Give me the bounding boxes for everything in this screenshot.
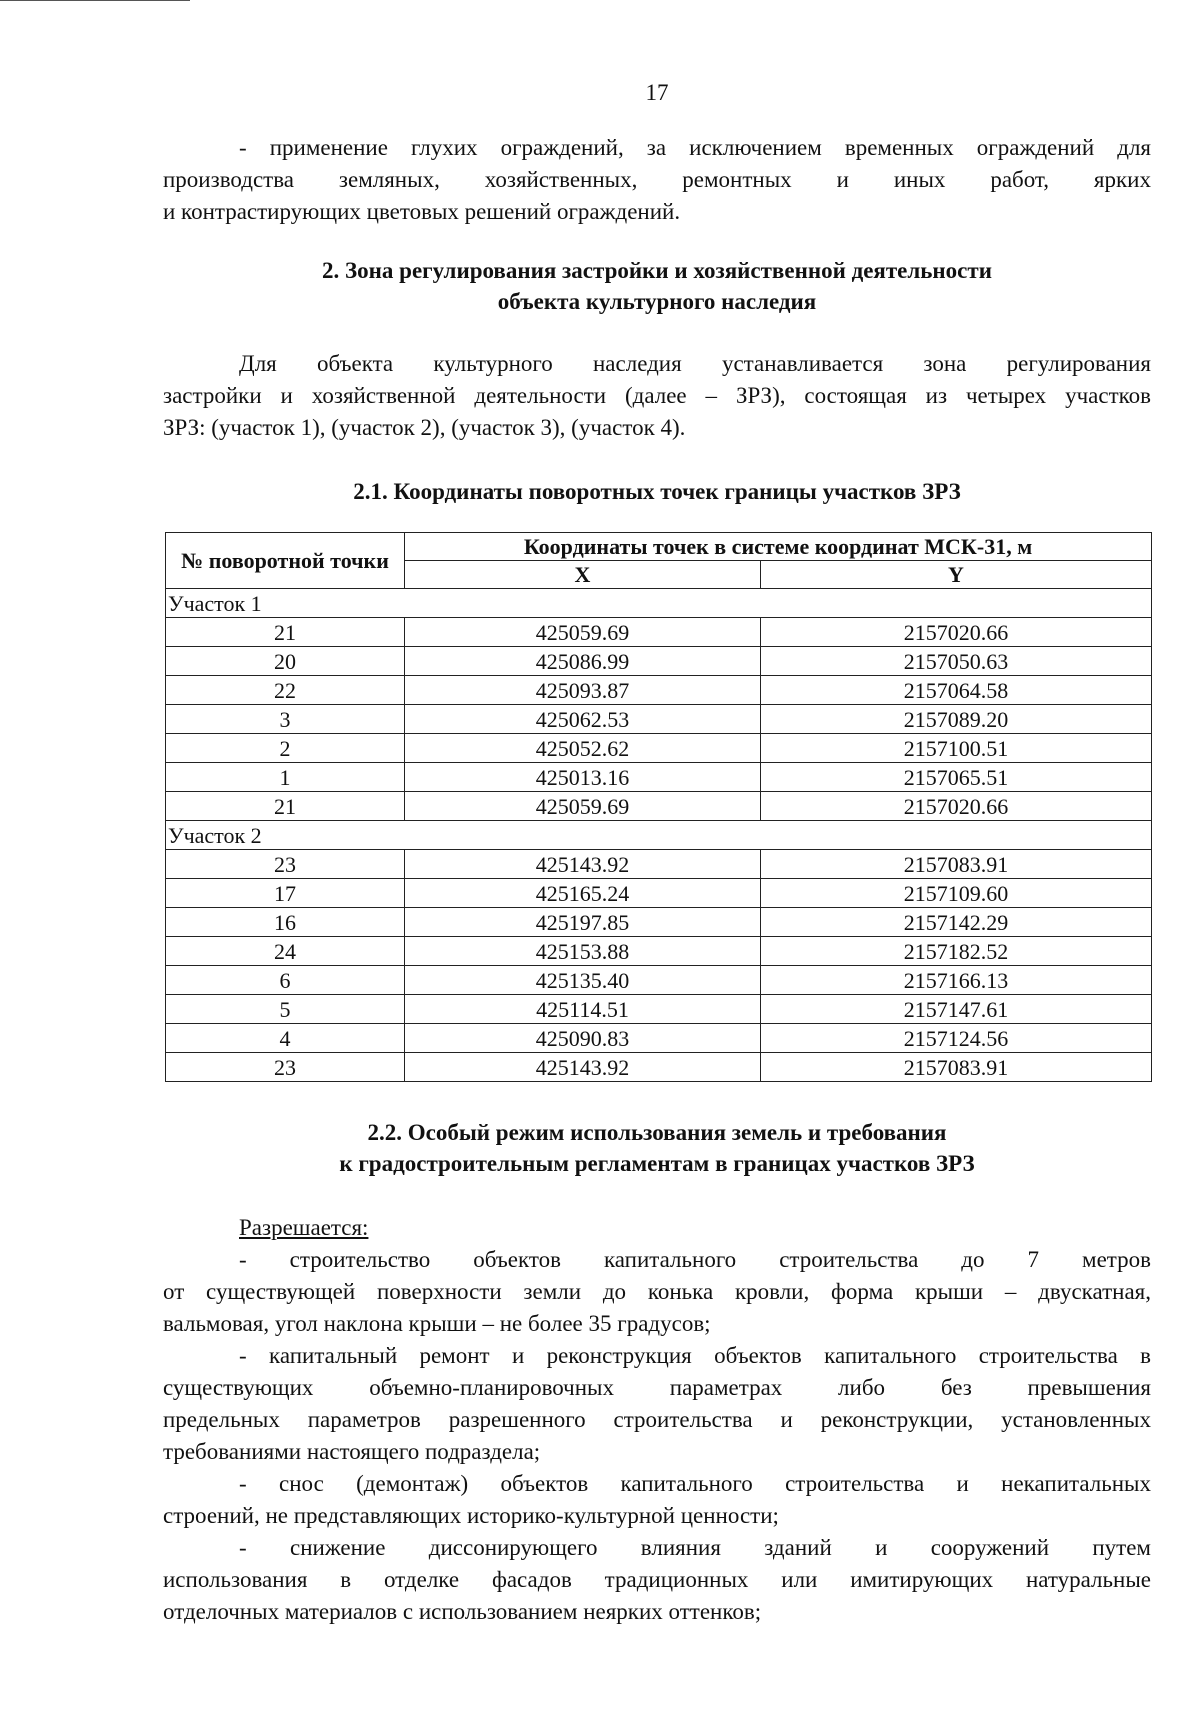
section-2-1-heading [163, 476, 1151, 507]
point-number-header: № поворотной точки [166, 533, 405, 589]
text-line: - строительство объектов капитального строительства до 7 метров [239, 1247, 1151, 1272]
point-number-cell: 16 [166, 908, 405, 937]
heading-line: 2. Зона регулирования застройки и хозяйственной деятельности [322, 258, 992, 283]
table-row [166, 647, 1152, 676]
text-line: ЗРЗ: (участок 1), (участок 2), (участок 3), (участок 4). [163, 415, 686, 440]
section-row [166, 821, 1152, 850]
intro-paragraph [163, 132, 1151, 228]
x-coordinate-cell: 425090.83 [405, 1024, 761, 1053]
text-line: и контрастирующих цветовых решений ограждений. [163, 199, 681, 224]
text-line: вальмовая, угол наклона крыши – не более 35 градусов; [163, 1311, 711, 1336]
y-coordinate-cell: 2157166.13 [761, 966, 1152, 995]
table-row [166, 792, 1152, 821]
x-coordinate-cell: 425059.69 [405, 792, 761, 821]
point-number-cell: 2 [166, 734, 405, 763]
point-number-cell: 17 [166, 879, 405, 908]
text-line: производства земляных, хозяйственных, ремонтных и иных работ, ярких [163, 167, 1151, 192]
x-coordinate-cell: 425114.51 [405, 995, 761, 1024]
y-coordinate-cell: 2157083.91 [761, 1053, 1152, 1082]
page-number: 17 [645, 80, 669, 105]
table-row [166, 618, 1152, 647]
point-number-cell: 23 [166, 1053, 405, 1082]
y-coordinate-cell: 2157142.29 [761, 908, 1152, 937]
scan-edge-mark [0, 0, 190, 1]
x-coordinate-cell: 425086.99 [405, 647, 761, 676]
y-coordinate-cell: 2157182.52 [761, 937, 1152, 966]
text-line: - капитальный ремонт и реконструкция объектов капитального строительства в [239, 1343, 1151, 1368]
x-coordinate-cell: 425093.87 [405, 676, 761, 705]
text-line: существующих объемно-планировочных параметрах либо без превышения [163, 1375, 1151, 1400]
table-row [166, 1024, 1152, 1053]
x-coordinate-cell: 425165.24 [405, 879, 761, 908]
heading-line: 2.2. Особый режим использования земель и требования [367, 1120, 947, 1145]
section-2-2-heading [163, 1117, 1151, 1179]
section-title: Участок 2 [166, 821, 1152, 850]
y-coordinate-cell: 2157147.61 [761, 995, 1152, 1024]
text-line: отделочных материалов с использованием неярких оттенков; [163, 1599, 762, 1624]
y-coordinate-cell: 2157050.63 [761, 647, 1152, 676]
point-number-cell: 24 [166, 937, 405, 966]
y-coordinate-cell: 2157083.91 [761, 850, 1152, 879]
text-line: использования в отделке фасадов традиционных или имитирующих натуральные [163, 1567, 1151, 1592]
text-line: требованиями настоящего подраздела; [163, 1439, 541, 1464]
table-row [166, 705, 1152, 734]
y-coordinate-cell: 2157064.58 [761, 676, 1152, 705]
table-row [166, 763, 1152, 792]
point-number-cell: 23 [166, 850, 405, 879]
point-number-cell: 3 [166, 705, 405, 734]
section-2-2-body [163, 1212, 1151, 1628]
text-line: застройки и хозяйственной деятельности (далее – ЗРЗ), состоящая из четырех участков [163, 383, 1151, 408]
text-line: - применение глухих ограждений, за исключением временных ограждений для [239, 135, 1151, 160]
table-row [166, 995, 1152, 1024]
section-title: Участок 1 [166, 589, 1152, 618]
point-number-cell: 21 [166, 618, 405, 647]
table-row [166, 966, 1152, 995]
coordinates-header: Координаты точек в системе координат МСК-31, м [405, 533, 1152, 561]
y-header: Y [761, 561, 1152, 589]
text-line: - снос (демонтаж) объектов капитального строительства и некапитальных [239, 1471, 1151, 1496]
heading-line: к градостроительным регламентам в границах участков ЗРЗ [339, 1151, 975, 1176]
table-row [166, 908, 1152, 937]
text-line: строений, не представляющих историко-культурной ценности; [163, 1503, 779, 1528]
table-row [166, 676, 1152, 705]
x-coordinate-cell: 425062.53 [405, 705, 761, 734]
text-line: - снижение диссонирующего влияния зданий и сооружений путем [239, 1535, 1151, 1560]
y-coordinate-cell: 2157020.66 [761, 618, 1152, 647]
y-coordinate-cell: 2157109.60 [761, 879, 1152, 908]
table-row [166, 734, 1152, 763]
text-line: от существующей поверхности земли до конька кровли, форма крыши – двускатная, [163, 1279, 1151, 1304]
text-line: предельных параметров разрешенного строительства и реконструкции, установленных [163, 1407, 1151, 1432]
point-number-cell: 5 [166, 995, 405, 1024]
text-line: Для объекта культурного наследия устанавливается зона регулирования [239, 351, 1151, 376]
heading-line: объекта культурного наследия [497, 289, 817, 314]
point-number-cell: 22 [166, 676, 405, 705]
y-coordinate-cell: 2157020.66 [761, 792, 1152, 821]
allowed-label: Разрешается: [239, 1215, 369, 1240]
point-number-cell: 4 [166, 1024, 405, 1053]
point-number-cell: 20 [166, 647, 405, 676]
point-number-cell: 1 [166, 763, 405, 792]
section-row [166, 589, 1152, 618]
table-row [166, 850, 1152, 879]
x-coordinate-cell: 425143.92 [405, 850, 761, 879]
x-header: X [405, 561, 761, 589]
x-coordinate-cell: 425059.69 [405, 618, 761, 647]
x-coordinate-cell: 425013.16 [405, 763, 761, 792]
table-row [166, 1053, 1152, 1082]
section-2-heading [163, 255, 1151, 317]
heading-line: 2.1. Координаты поворотных точек границы участков ЗРЗ [353, 479, 961, 504]
section-2-paragraph [163, 348, 1151, 444]
y-coordinate-cell: 2157100.51 [761, 734, 1152, 763]
coordinates-table-body [166, 589, 1152, 1082]
coordinates-table [165, 532, 1152, 1082]
x-coordinate-cell: 425153.88 [405, 937, 761, 966]
y-coordinate-cell: 2157089.20 [761, 705, 1152, 734]
table-row [166, 937, 1152, 966]
y-coordinate-cell: 2157065.51 [761, 763, 1152, 792]
y-coordinate-cell: 2157124.56 [761, 1024, 1152, 1053]
table-row [166, 879, 1152, 908]
x-coordinate-cell: 425197.85 [405, 908, 761, 937]
x-coordinate-cell: 425135.40 [405, 966, 761, 995]
point-number-cell: 6 [166, 966, 405, 995]
x-coordinate-cell: 425052.62 [405, 734, 761, 763]
point-number-cell: 21 [166, 792, 405, 821]
x-coordinate-cell: 425143.92 [405, 1053, 761, 1082]
